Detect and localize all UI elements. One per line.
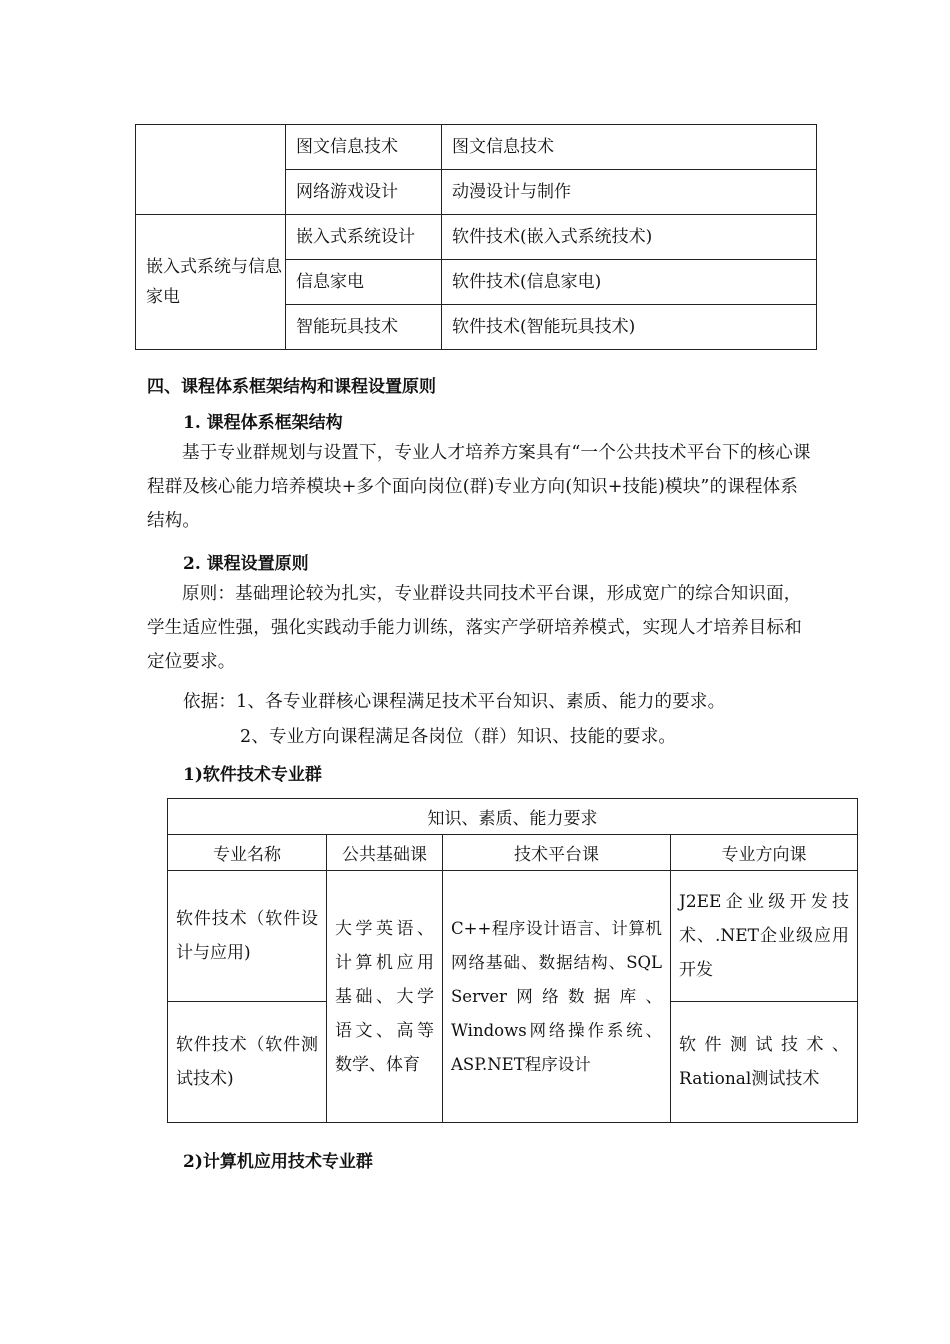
- table-cell: 图文信息技术: [286, 125, 442, 170]
- major-name: 软件技术（软件设计与应用): [176, 909, 318, 963]
- table-cell: [443, 871, 671, 1123]
- software-group-table: [167, 798, 858, 1123]
- table-header-row: [168, 835, 858, 871]
- table-row: [136, 125, 817, 170]
- table-cell: [136, 125, 286, 215]
- table-cell: [671, 1002, 858, 1123]
- table-cell: [168, 871, 327, 1002]
- subsection-title: 1. 课程体系框架结构: [183, 413, 343, 433]
- paragraph: 原则：基础理论较为扎实，专业群设共同技术平台课，形成宽广的综合知识面，学生适应性强，强化实践动手能力训练，落实产学研培养模式，实现人才培养目标和定位要求。: [147, 584, 802, 672]
- table-cell: [168, 1002, 327, 1123]
- column-header: 技术平台课: [443, 835, 671, 871]
- group-title: 2)计算机应用技术专业群: [183, 1152, 373, 1172]
- major-mapping-table: [135, 124, 817, 350]
- paragraph: 基于专业群规划与设置下，专业人才培养方案具有“一个公共技术平台下的核心课程群及核心能力培养模块+多个面向岗位(群)专业方向(知识+技能)模块”的课程体系结构。: [147, 443, 811, 531]
- table-caption: 知识、素质、能力要求: [168, 799, 858, 835]
- section-title: 四、课程体系框架结构和课程设置原则: [147, 377, 436, 397]
- table-cell: [671, 871, 858, 1002]
- table-cell: 软件技术(信息家电): [442, 260, 817, 305]
- table-cell: 智能玩具技术: [286, 305, 442, 350]
- column-header: 公共基础课: [327, 835, 443, 871]
- table-cell: 网络游戏设计: [286, 170, 442, 215]
- table-row: [136, 215, 817, 260]
- major-name: 软件技术（软件测试技术): [176, 1035, 318, 1089]
- table-cell: [327, 871, 443, 1123]
- table-cell: 软件技术(智能玩具技术): [442, 305, 817, 350]
- table-row: [168, 871, 858, 1002]
- direction-courses: 软件测试技术、Rational测试技术: [679, 1035, 849, 1089]
- subsection-title: 2. 课程设置原则: [183, 554, 309, 574]
- column-header: 专业方向课: [671, 835, 858, 871]
- table-cell: 信息家电: [286, 260, 442, 305]
- table-cell: 图文信息技术: [442, 125, 817, 170]
- common-courses: 大学英语、计算机应用基础、大学语文、高等数学、体育: [335, 918, 434, 1075]
- table-cell: 嵌入式系统设计: [286, 215, 442, 260]
- paragraph: 依据：1、各专业群核心课程满足技术平台知识、素质、能力的要求。: [183, 692, 726, 712]
- column-header: 专业名称: [168, 835, 327, 871]
- table-cell: 软件技术(嵌入式系统技术): [442, 215, 817, 260]
- direction-courses: J2EE企业级开发技术、.NET企业级应用开发: [679, 892, 849, 980]
- platform-courses: C++程序设计语言、计算机网络基础、数据结构、SQL Server网络数据库、Windows网络操作系统、ASP.NET程序设计: [451, 918, 662, 1074]
- table-cell: 动漫设计与制作: [442, 170, 817, 215]
- table-cell: 嵌入式系统与信息家电: [136, 215, 286, 350]
- table-row: [168, 799, 858, 835]
- paragraph: 2、专业方向课程满足各岗位（群）知识、技能的要求。: [240, 727, 677, 747]
- group-title: 1)软件技术专业群: [183, 765, 322, 785]
